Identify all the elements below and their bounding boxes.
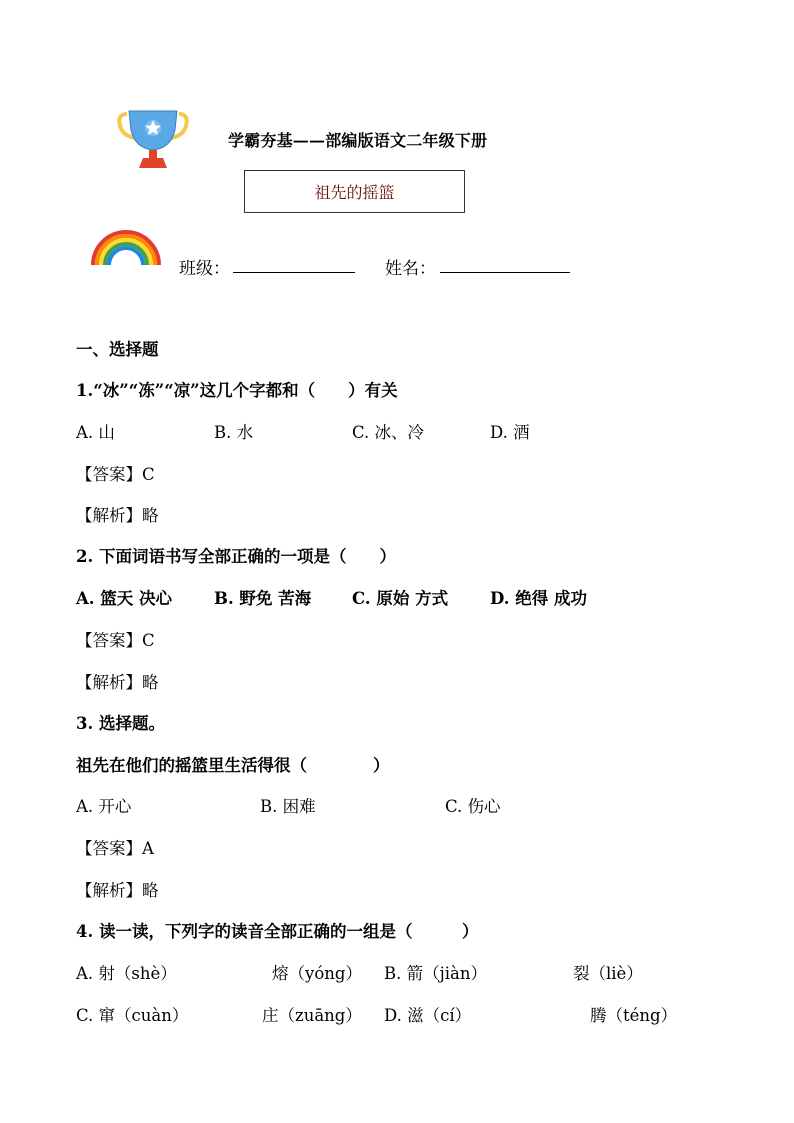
question-4-stem: 4. 读一读，下列字的读音全部正确的一组是（ ） bbox=[76, 922, 479, 941]
question-3-stem: 3. 选择题。 bbox=[76, 714, 165, 733]
lesson-title-box bbox=[244, 170, 465, 213]
rainbow-icon bbox=[89, 227, 163, 267]
question-3-option-c: C. 伤心 bbox=[445, 797, 501, 816]
section-title: 一、选择题 bbox=[76, 340, 159, 359]
question-2-analysis: 【解析】略 bbox=[76, 673, 159, 692]
question-2-option-c: C. 原始 方式 bbox=[352, 589, 449, 608]
trophy-icon bbox=[117, 108, 189, 170]
name-input-line[interactable] bbox=[440, 272, 570, 273]
question-3-option-a: A. 开心 bbox=[76, 797, 132, 816]
class-label: 班级： bbox=[179, 259, 230, 279]
question-4-option-d: D. 滋（cí） bbox=[384, 1006, 472, 1025]
question-2-stem: 2. 下面词语书写全部正确的一项是（ ） bbox=[76, 547, 396, 566]
question-2-option-b: B. 野免 苦海 bbox=[214, 589, 312, 608]
question-1-stem: 1.“冰”“冻”“凉”这几个字都和（ ）有关 bbox=[76, 381, 398, 400]
question-4-option-a: A. 射（shè） bbox=[76, 964, 177, 983]
question-4-option-b: B. 箭（jiàn） bbox=[384, 964, 487, 983]
question-2-option-a: A. 篮天 决心 bbox=[76, 589, 173, 608]
question-2-option-d: D. 绝得 成功 bbox=[490, 589, 587, 608]
question-3-analysis: 【解析】略 bbox=[76, 881, 159, 900]
question-4-option-c-second: 庄（zuāng） bbox=[262, 1006, 362, 1025]
question-1-option-d: D. 酒 bbox=[490, 423, 530, 442]
lesson-title: 祖先的摇篮 bbox=[314, 183, 395, 202]
question-3-answer: 【答案】A bbox=[76, 839, 154, 858]
class-input-line[interactable] bbox=[233, 272, 355, 273]
question-1-option-a: A. 山 bbox=[76, 423, 115, 442]
question-4-option-d-second: 腾（téng） bbox=[590, 1006, 678, 1025]
question-3-option-b: B. 困难 bbox=[260, 797, 316, 816]
question-1-option-c: C. 冰、冷 bbox=[352, 423, 425, 442]
question-1-answer: 【答案】C bbox=[76, 465, 155, 484]
document-title: 学霸夯基——部编版语文二年级下册 bbox=[228, 131, 488, 150]
question-1-analysis: 【解析】略 bbox=[76, 506, 159, 525]
question-3-sub-stem: 祖先在他们的摇篮里生活得很（ ） bbox=[76, 756, 390, 775]
question-4-option-a-second: 熔（yóng） bbox=[272, 964, 362, 983]
question-4-option-c: C. 窜（cuàn） bbox=[76, 1006, 189, 1025]
question-1-option-b: B. 水 bbox=[214, 423, 254, 442]
question-2-answer: 【答案】C bbox=[76, 631, 155, 650]
question-4-option-b-second: 裂（liè） bbox=[573, 964, 643, 983]
name-label: 姓名： bbox=[385, 259, 436, 279]
